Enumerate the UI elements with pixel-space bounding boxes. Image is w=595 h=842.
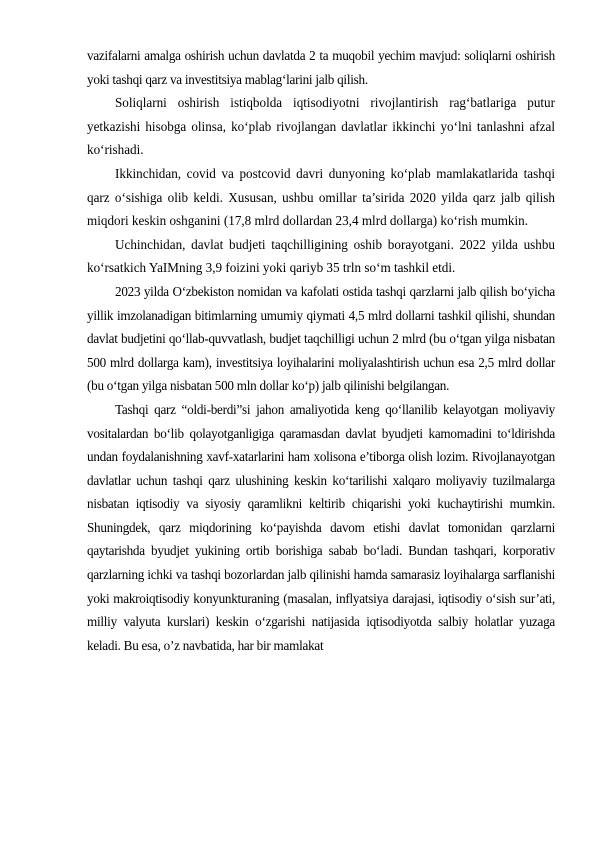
paragraph-tashqi-qarz: Tashqi qarz “oldi-berdi”si jahon amaliyotida keng qo‘llanilib kelayotgan moliyaviy vositalardan bo‘lib qolayotganligiga qaramasdan davlat byudjeti kamomadini to‘ldirishda undan foydalanishning xavf-xatarlarini ham xolisona e’tiborga olish lozim. Rivojlanayotgan davlatlar uchun tashqi qarz ulushining keskin ko‘tarilishi xalqaro moliyaviy tuzilmalarga nisbatan iqtisodiy va siyosiy qaramlikni keltirib chiqarishi yoki kuchaytirishi mumkin. Shuningdek, qarz miqdorining ko‘payishda davom etishi davlat tomonidan qarzlarni qaytarishda byudjet yukining ortib borishiga sabab bo‘ladi. Bundan tashqari, korporativ qarzlarning ichki va tashqi bozorlardan jalb qilinishi hamda samarasiz loyihalarga sarflanishi yoki makroiqtisodiy konyunkturaning (masalan, inflyatsiya darajasi, iqtisodiy o‘sish sur’ati, milliy valyuta kurslari) keskin o‘zgarishi natijasida iqtisodiyotda salbiy holatlar yuzaga keladi. Bu esa, o’z navbatida, har bir mamlakat (87, 401, 555, 653)
paragraph-uchinchidan: Uchinchidan, davlat budjeti taqchilligining oshib borayotgani. 2022 yilda ushbu ko‘rsatkich YaIMning 3,9 foizini yoki qariyb 35 trln so‘m tashkil etdi. (87, 236, 555, 276)
document-page (87, 44, 555, 657)
paragraph-continuation: vazifalarni amalga oshirish uchun davlatda 2 ta muqobil yechim mavjud: soliqlarni oshirish yoki tashqi qarz va investitsiya mablag‘larini jalb qilish. (87, 48, 555, 87)
paragraph-ikkinchidan: Ikkinchidan, covid va postcovid davri dunyoning ko‘plab mamlakatlarida tashqi qarz o‘sishiga olib keldi. Xususan, ushbu omillar ta’sirida 2020 yilda qarz jalb qilish miqdori keskin oshganini (17,8 mlrd dollardan 23,4 mlrd dollarga) ko‘rish mumkin. (87, 165, 555, 229)
paragraph-soliqlarni: Soliqlarni oshirish istiqbolda iqtisodiyotni rivojlantirish rag‘batlariga putur yetkazishi hisobga olinsa, ko‘plab rivojlangan davlatlar ikkinchi yo‘lni tanlashni afzal ko‘rishadi. (87, 95, 555, 158)
paragraph-2023-yilda: 2023 yilda O‘zbekiston nomidan va kafolati ostida tashqi qarzlarni jalb qilish bo‘yicha yillik imzolanadigan bitimlarning umumiy qiymati 4,5 mlrd dollarni tashkil qilishi, shundan davlat budjetini qo‘llab-quvvatlash, budjet taqchilligi uchun 2 mlrd (bu o‘tgan yilga nisbatan 500 mlrd dollarga kam), investitsiya loyihalarini moliyalashtirish uchun esa 2,5 mlrd dollar (bu o‘tgan yilga nisbatan 500 mln dollar ko‘p) jalb qilinishi belgilangan. (87, 283, 555, 394)
